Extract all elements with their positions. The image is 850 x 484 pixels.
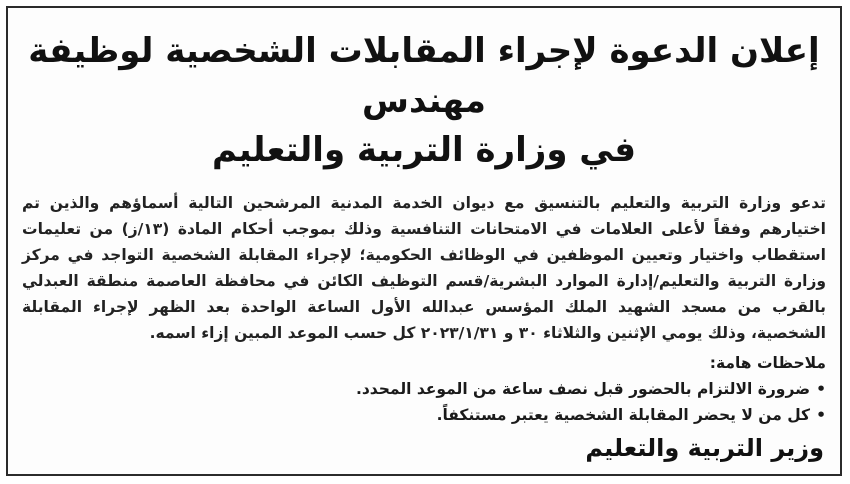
bullet-icon: • [816, 406, 826, 424]
bullet-icon: • [816, 380, 826, 398]
notes-heading: ملاحظات هامة: [709, 354, 826, 372]
note-text: ضرورة الالتزام بالحضور قبل نصف ساعة من الموعد المحدد. [355, 380, 811, 398]
signature: وزير التربية والتعليم [585, 434, 824, 462]
note-item [22, 402, 826, 428]
announcement-title-line1: إعلان الدعوة لإجراء المقابلات الشخصية لوظيفة مهندس [28, 31, 820, 121]
note-text: كل من لا يحضر المقابلة الشخصية يعتبر مستنكفاً. [436, 406, 811, 424]
note-item [22, 376, 826, 402]
announcement-title-line2: في وزارة التربية والتعليم [212, 130, 636, 170]
announcement-box [6, 6, 842, 476]
announcement-body: تدعو وزارة التربية والتعليم بالتنسيق مع ديوان الخدمة المدنية المرشحين التالية أسماؤهم والذين تم اختيارهم وفقاً لأعلى العلامات في الامتحانات التنافسية وذلك بموجب أحكام المادة (١٣/ز) من تعليمات استقطاب واختيار وتعيين الموظفين في الوظائف الحكومية؛ لإجراء المقابلة الشخصية التواجد في مركز وزارة التربية والتعليم/إدارة الموارد البشرية/قسم التوظيف الكائن في محافظة العاصمة منطقة العبدلي بالقرب من مسجد الشهيد الملك المؤسس عبدالله الأول الساعة الواحدة بعد الظهر لإجراء المقابلة الشخصية، وذلك يومي الإثنين والثلاثاء ٣٠ و ٢٠٢٣/١/٣١ كل حسب الموعد المبين إزاء اسمه. [22, 194, 826, 342]
